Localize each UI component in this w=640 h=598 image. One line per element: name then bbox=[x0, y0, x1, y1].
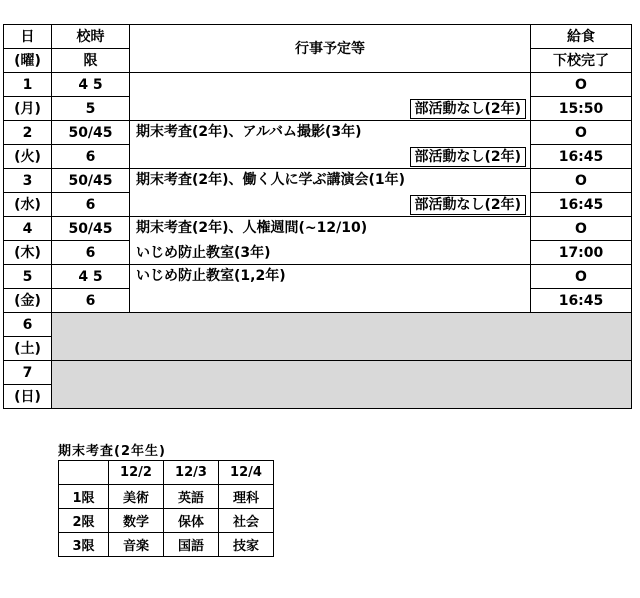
dismissal-time: 16:45 bbox=[531, 145, 632, 169]
exam-corner bbox=[59, 461, 109, 485]
dismissal-time: 16:45 bbox=[531, 289, 632, 313]
event-text: いじめ防止教室(1,2年) bbox=[136, 268, 286, 284]
period-count: 6 bbox=[52, 193, 130, 217]
day-number: 1 bbox=[4, 73, 52, 97]
header-period-1: 校時 bbox=[52, 25, 130, 49]
schedule-table bbox=[3, 24, 632, 409]
lunch-mark: O bbox=[531, 73, 632, 97]
dismissal-time: 15:50 bbox=[531, 97, 632, 121]
exam-title: 期末考査(2年生) bbox=[58, 444, 166, 459]
day-of-week: (金) bbox=[4, 289, 52, 313]
day-events bbox=[130, 265, 531, 313]
exam-date: 12/4 bbox=[219, 461, 274, 485]
exam-subject: 国語 bbox=[164, 533, 219, 557]
exam-date: 12/2 bbox=[109, 461, 164, 485]
day-number: 6 bbox=[4, 313, 52, 337]
exam-subject: 英語 bbox=[164, 485, 219, 509]
event-text: 期末考査(2年)、働く人に学ぶ講演会(1年) bbox=[136, 172, 406, 188]
weekend-cell-sat bbox=[52, 313, 632, 361]
day-events bbox=[130, 217, 531, 265]
lunch-mark: O bbox=[531, 121, 632, 145]
class-hours: 4 5 bbox=[52, 73, 130, 97]
period-count: 5 bbox=[52, 97, 130, 121]
club-note: 部活動なし(2年) bbox=[410, 99, 526, 119]
day-of-week: (月) bbox=[4, 97, 52, 121]
day-of-week: (土) bbox=[4, 337, 52, 361]
lunch-mark: O bbox=[531, 265, 632, 289]
exam-subject: 保体 bbox=[164, 509, 219, 533]
day-of-week: (水) bbox=[4, 193, 52, 217]
class-hours: 4 5 bbox=[52, 265, 130, 289]
day-number: 2 bbox=[4, 121, 52, 145]
event-text: 期末考査(2年)、人権週間(~12/10) bbox=[136, 220, 368, 236]
weekend-cell-sun bbox=[52, 361, 632, 409]
lunch-mark: O bbox=[531, 169, 632, 193]
day-events bbox=[130, 73, 531, 121]
exam-subject: 技家 bbox=[219, 533, 274, 557]
club-note: 部活動なし(2年) bbox=[410, 195, 526, 215]
lunch-mark: O bbox=[531, 217, 632, 241]
class-hours: 50/45 bbox=[52, 169, 130, 193]
exam-date: 12/3 bbox=[164, 461, 219, 485]
exam-subject: 美術 bbox=[109, 485, 164, 509]
event-text: 期末考査(2年)、アルバム撮影(3年) bbox=[136, 124, 362, 140]
exam-subject: 数学 bbox=[109, 509, 164, 533]
club-note: 部活動なし(2年) bbox=[410, 147, 526, 167]
class-hours: 50/45 bbox=[52, 121, 130, 145]
period-count: 6 bbox=[52, 289, 130, 313]
period-count: 6 bbox=[52, 241, 130, 265]
day-of-week: (火) bbox=[4, 145, 52, 169]
day-number: 3 bbox=[4, 169, 52, 193]
exam-table bbox=[58, 460, 274, 557]
dismissal-time: 16:45 bbox=[531, 193, 632, 217]
day-events bbox=[130, 121, 531, 169]
day-of-week: (日) bbox=[4, 385, 52, 409]
exam-period: 2限 bbox=[59, 509, 109, 533]
exam-subject: 音楽 bbox=[109, 533, 164, 557]
day-number: 7 bbox=[4, 361, 52, 385]
header-dow: (曜) bbox=[4, 49, 52, 73]
exam-subject: 社会 bbox=[219, 509, 274, 533]
exam-subject: 理科 bbox=[219, 485, 274, 509]
header-events: 行事予定等 bbox=[130, 25, 531, 73]
period-count: 6 bbox=[52, 145, 130, 169]
day-events bbox=[130, 169, 531, 217]
header-dismissal: 下校完了 bbox=[531, 49, 632, 73]
day-number: 4 bbox=[4, 217, 52, 241]
header-period-2: 限 bbox=[52, 49, 130, 73]
exam-period: 1限 bbox=[59, 485, 109, 509]
event-text-2: いじめ防止教室(3年) bbox=[136, 245, 271, 261]
class-hours: 50/45 bbox=[52, 217, 130, 241]
day-of-week: (木) bbox=[4, 241, 52, 265]
dismissal-time: 17:00 bbox=[531, 241, 632, 265]
day-number: 5 bbox=[4, 265, 52, 289]
exam-period: 3限 bbox=[59, 533, 109, 557]
header-lunch: 給食 bbox=[531, 25, 632, 49]
header-day: 日 bbox=[4, 25, 52, 49]
